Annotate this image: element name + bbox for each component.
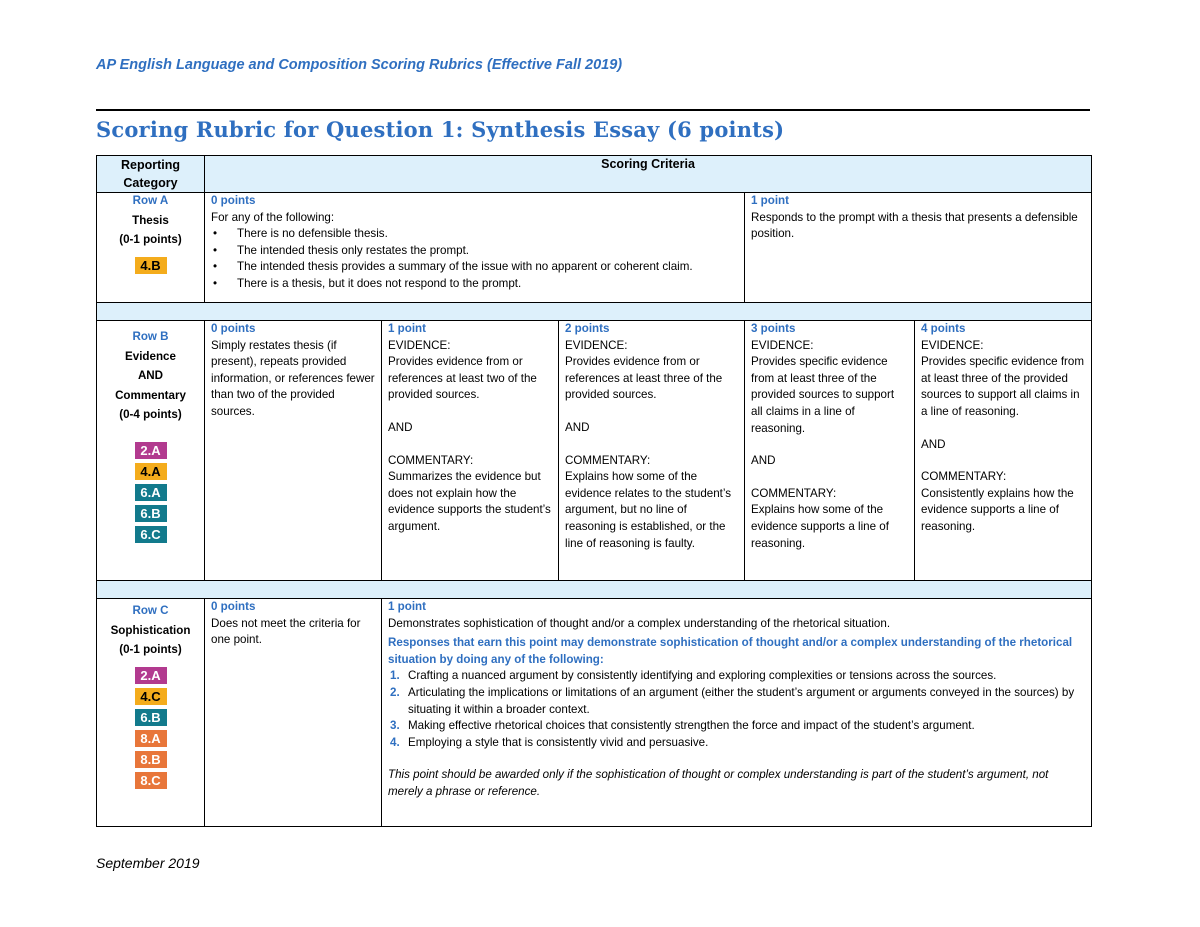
evidence-text: Provides evidence from or references at least three of the provided sources. bbox=[565, 355, 723, 402]
skill-badge: 4.C bbox=[135, 688, 167, 705]
skill-badge: 8.B bbox=[135, 751, 167, 768]
row-b-col-1-heading: 1 point bbox=[388, 322, 426, 335]
list-number: 2. bbox=[390, 685, 400, 699]
list-item-text: Articulating the implications or limitations of an argument (either the student’s argument or arguments conveyed in the sources) by situating it within a broader context. bbox=[408, 685, 1075, 716]
skill-badge: 2.A bbox=[135, 442, 167, 459]
and-label: AND bbox=[921, 437, 946, 451]
skill-badge: 2.A bbox=[135, 667, 167, 684]
row-a-one-point-cell bbox=[745, 193, 1092, 303]
row-a-name: Thesis bbox=[132, 213, 169, 227]
and-label: AND bbox=[751, 454, 776, 468]
commentary-text: Consistently explains how the evidence supports a line of reasoning. bbox=[921, 486, 1074, 533]
skill-badge: 6.B bbox=[135, 709, 167, 726]
header-rule bbox=[96, 109, 1090, 111]
row-b-col-0-heading: 0 points bbox=[211, 322, 256, 335]
row-c-one-point-cell bbox=[382, 599, 1092, 827]
row-b-col-4 bbox=[915, 321, 1092, 581]
list-number: 1. bbox=[390, 669, 400, 683]
row-b-col-2-heading: 2 points bbox=[565, 322, 610, 335]
commentary-label: COMMENTARY: bbox=[565, 453, 651, 467]
row-a-zero-heading: 0 points bbox=[211, 194, 256, 207]
evidence-label: EVIDENCE: bbox=[751, 338, 814, 352]
row-a-zero-intro: For any of the following: bbox=[211, 210, 335, 224]
row-b-points: (0-4 points) bbox=[119, 408, 182, 422]
list-item-text: Making effective rhetorical choices that consistently strengthen the force and impact of the student’s argument. bbox=[408, 719, 975, 733]
row-b-name-and: AND bbox=[137, 369, 164, 383]
skill-badge: 6.B bbox=[135, 505, 167, 522]
page-title: Scoring Rubric for Question 1: Synthesis Essay (6 points) bbox=[96, 117, 785, 142]
table-spacer-row bbox=[97, 303, 1092, 321]
list-item bbox=[390, 685, 1085, 718]
list-item bbox=[390, 718, 1085, 735]
reporting-category-header: Reporting Category bbox=[97, 156, 205, 193]
row-c-zero-heading: 0 points bbox=[211, 600, 256, 613]
row-a-category bbox=[97, 193, 205, 303]
evidence-text: Provides specific evidence from at least three of the provided sources to support all claims in a line of reasoning. bbox=[751, 355, 895, 435]
row-c-points: (0-1 points) bbox=[119, 643, 182, 657]
row-c-responses-intro: Responses that earn this point may demonstrate sophistication of thought and/or a complex understanding of the rhetorical situation by doing any of the following: bbox=[388, 636, 1073, 666]
and-label: AND bbox=[565, 420, 590, 434]
evidence-text: Provides evidence from or references at least two of the provided sources. bbox=[388, 355, 537, 402]
table-row-c bbox=[97, 599, 1092, 827]
row-b-name-commentary: Commentary bbox=[115, 388, 186, 402]
list-item-text: Crafting a nuanced argument by consistently identifying and exploring complexities or tensions across the sources. bbox=[408, 669, 997, 683]
skill-badge: 8.C bbox=[135, 772, 167, 789]
list-item: • The intended thesis only restates the prompt. bbox=[231, 243, 738, 260]
row-a-label: Row A bbox=[132, 194, 169, 207]
skill-badge: 4.A bbox=[135, 463, 167, 480]
list-item-text: Employing a style that is consistently vivid and persuasive. bbox=[408, 735, 709, 749]
row-b-col-0-text: Simply restates thesis (if present), repeats provided information, or references fewer than two of the provided sources. bbox=[211, 338, 375, 418]
commentary-label: COMMENTARY: bbox=[388, 453, 474, 467]
commentary-label: COMMENTARY: bbox=[751, 486, 837, 500]
list-item: • There is a thesis, but it does not respond to the prompt. bbox=[231, 276, 738, 293]
row-b-name-evidence: Evidence bbox=[125, 349, 176, 363]
row-a-points: (0-1 points) bbox=[119, 233, 182, 247]
skill-badge: 4.B bbox=[135, 257, 167, 274]
list-number: 4. bbox=[390, 735, 400, 749]
list-number: 3. bbox=[390, 719, 400, 733]
scoring-criteria-header: Scoring Criteria bbox=[205, 156, 1092, 193]
row-b-col-4-heading: 4 points bbox=[921, 322, 966, 335]
commentary-text: Explains how some of the evidence supports a line of reasoning. bbox=[751, 503, 889, 550]
scoring-rubric-table bbox=[96, 155, 1092, 827]
and-label: AND bbox=[388, 420, 413, 434]
row-b-col-0 bbox=[205, 321, 382, 581]
row-a-one-text: Responds to the prompt with a thesis that presents a defensible position. bbox=[751, 210, 1078, 241]
table-row-a bbox=[97, 193, 1092, 303]
row-b-label: Row B bbox=[132, 330, 169, 343]
row-c-zero-points-cell bbox=[205, 599, 382, 827]
row-c-zero-text: Does not meet the criteria for one point. bbox=[211, 616, 361, 647]
skill-badge: 6.C bbox=[135, 526, 167, 543]
row-a-one-heading: 1 point bbox=[751, 194, 789, 207]
row-c-label: Row C bbox=[132, 604, 169, 617]
evidence-label: EVIDENCE: bbox=[565, 338, 628, 352]
row-b-col-3 bbox=[745, 321, 915, 581]
list-item bbox=[390, 668, 1085, 685]
row-c-one-text: Demonstrates sophistication of thought and/or a complex understanding of the rhetorical situation. bbox=[388, 616, 891, 630]
row-b-category bbox=[97, 321, 205, 581]
document-header: AP English Language and Composition Scoring Rubrics (Effective Fall 2019) bbox=[96, 57, 623, 73]
row-c-category bbox=[97, 599, 205, 827]
row-b-col-3-heading: 3 points bbox=[751, 322, 796, 335]
commentary-text: Explains how some of the evidence relates to the student’s argument, but no line of reasoning is established, or the line of reasoning is faulty. bbox=[565, 470, 732, 550]
row-c-name: Sophistication bbox=[110, 623, 191, 637]
row-c-note: This point should be awarded only if the sophistication of thought or complex understanding is part of the student’s argument, not merely a phrase or reference. bbox=[388, 768, 1049, 798]
document-footer: September 2019 bbox=[96, 855, 200, 871]
row-a-zero-points-cell bbox=[205, 193, 745, 303]
evidence-label: EVIDENCE: bbox=[388, 338, 451, 352]
table-row-b bbox=[97, 321, 1092, 581]
table-spacer-row bbox=[97, 581, 1092, 599]
list-item bbox=[390, 735, 1085, 752]
skill-badge: 8.A bbox=[135, 730, 167, 747]
evidence-text: Provides specific evidence from at least three of the provided sources to support all claims in a line of reasoning. bbox=[921, 355, 1085, 418]
evidence-label: EVIDENCE: bbox=[921, 338, 984, 352]
skill-badge: 6.A bbox=[135, 484, 167, 501]
commentary-label: COMMENTARY: bbox=[921, 470, 1007, 484]
commentary-text: Summarizes the evidence but does not explain how the evidence supports the student’s argument. bbox=[388, 470, 551, 533]
table-header-row bbox=[97, 156, 1092, 193]
row-a-zero-list bbox=[211, 226, 738, 292]
row-b-col-2 bbox=[559, 321, 745, 581]
row-b-col-1 bbox=[382, 321, 559, 581]
row-c-criteria-list bbox=[388, 668, 1085, 751]
row-c-one-heading: 1 point bbox=[388, 600, 426, 613]
list-item: • The intended thesis provides a summary of the issue with no apparent or coherent claim. bbox=[231, 259, 738, 276]
list-item: • There is no defensible thesis. bbox=[231, 226, 738, 243]
